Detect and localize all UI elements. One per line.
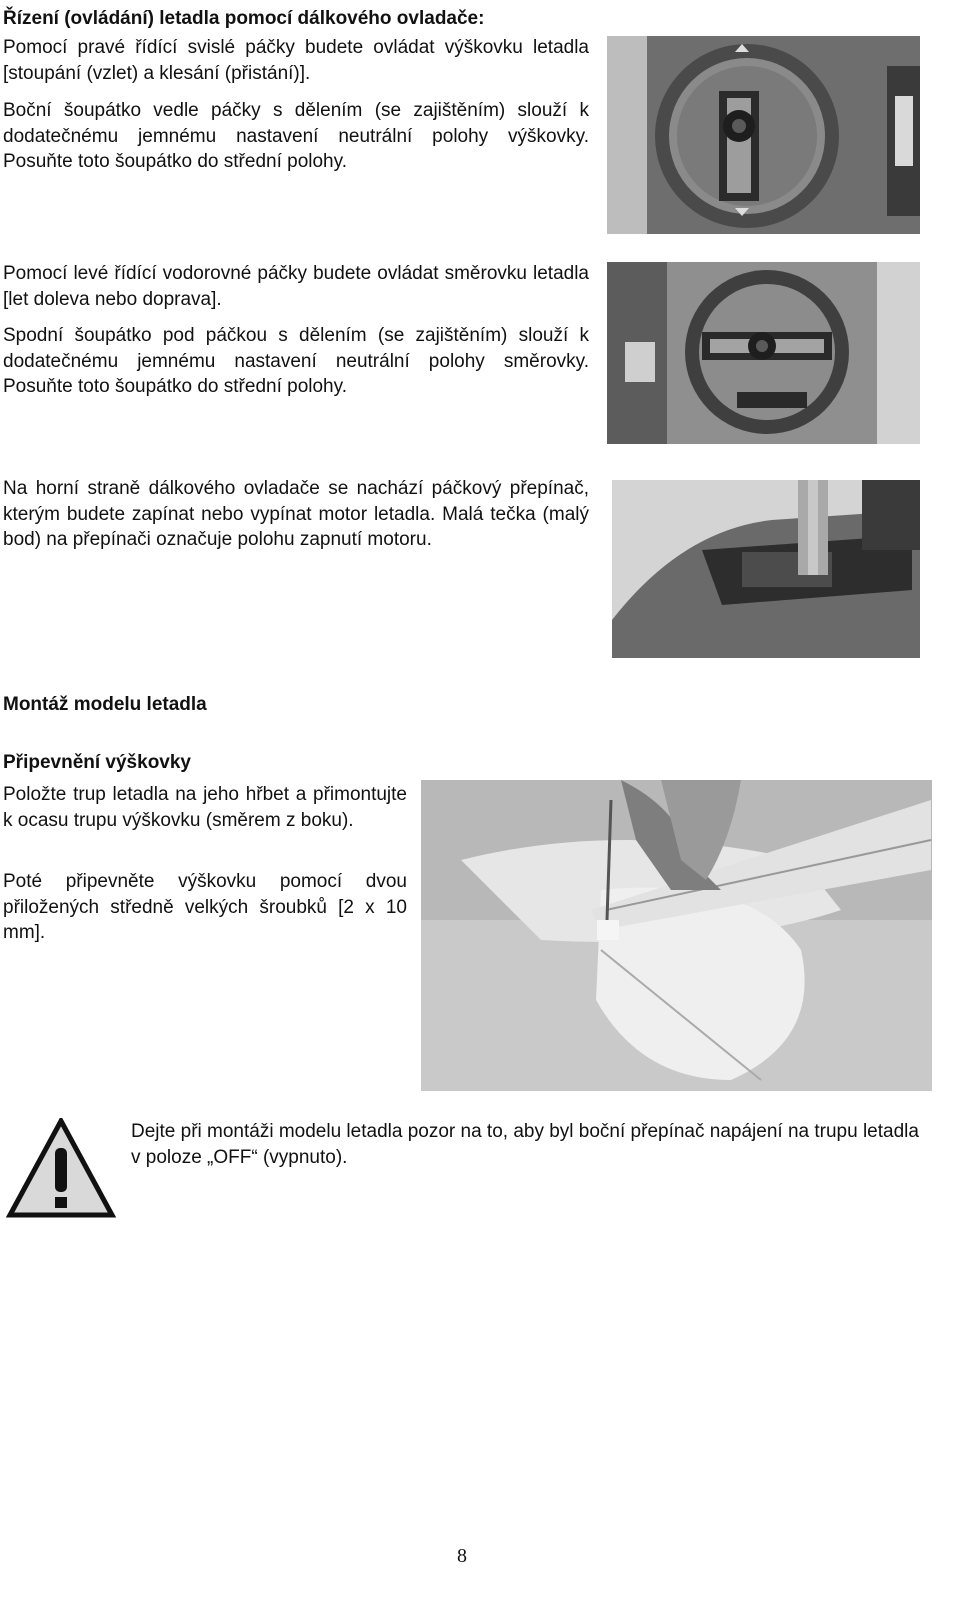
paragraph-elevator-stick: Pomocí pravé řídící svislé páčky budete ovládat výškovku letadla [stoupání (vzlet) a klesání (přistání)]. [3,37,589,84]
elevator-mounting-photo [421,780,932,1091]
paragraph-screws: Poté připevněte výškovku pomocí dvou přiložených středně velkých šroubků [2 x 10 mm]. [3,871,407,943]
warning-icon [6,1118,116,1218]
paragraph-rudder-trim: Spodní šoupátko pod páčkou s dělením (se zajištěním) slouží k dodatečnému jemnému nastavení neutrální polohy směrovky. Posuňte toto šoupátko do střední polohy. [3,325,589,397]
page-number: 8 [457,1545,467,1567]
left-stick-photo [607,262,920,444]
paragraph-mount-elevator: Položte trup letadla na jeho hřbet a přimontujte k ocasu trupu výškovku (směrem z boku). [3,784,407,831]
motor-switch-photo [612,480,920,658]
warning-text: Dejte při montáži modelu letadla pozor na to, aby byl boční přepínač napájení na trupu letadla v poloze „OFF“ (vypnuto). [131,1121,919,1168]
elevator-mount-subheading: Připevnění výškovky [3,752,191,773]
paragraph-rudder-stick: Pomocí levé řídící vodorovné páčky budete ovládat směrovku letadla [let doleva nebo doprava]. [3,263,589,310]
paragraph-motor-switch: Na horní straně dálkového ovladače se nachází páčkový přepínač, kterým budete zapínat nebo vypínat motor letadla. Malá tečka (malý bod) na přepínači označuje polohu zapnutí motoru. [3,478,589,550]
paragraph-elevator-trim: Boční šoupátko vedle páčky s dělením (se zajištěním) slouží k dodatečnému jemnému nastavení neutrální polohy výškovky. Posuňte toto šoupátko do střední polohy. [3,100,589,172]
right-stick-photo [607,36,920,234]
assembly-heading: Montáž modelu letadla [3,694,207,715]
section-heading: Řízení (ovládání) letadla pomocí dálkového ovladače: [3,8,485,29]
